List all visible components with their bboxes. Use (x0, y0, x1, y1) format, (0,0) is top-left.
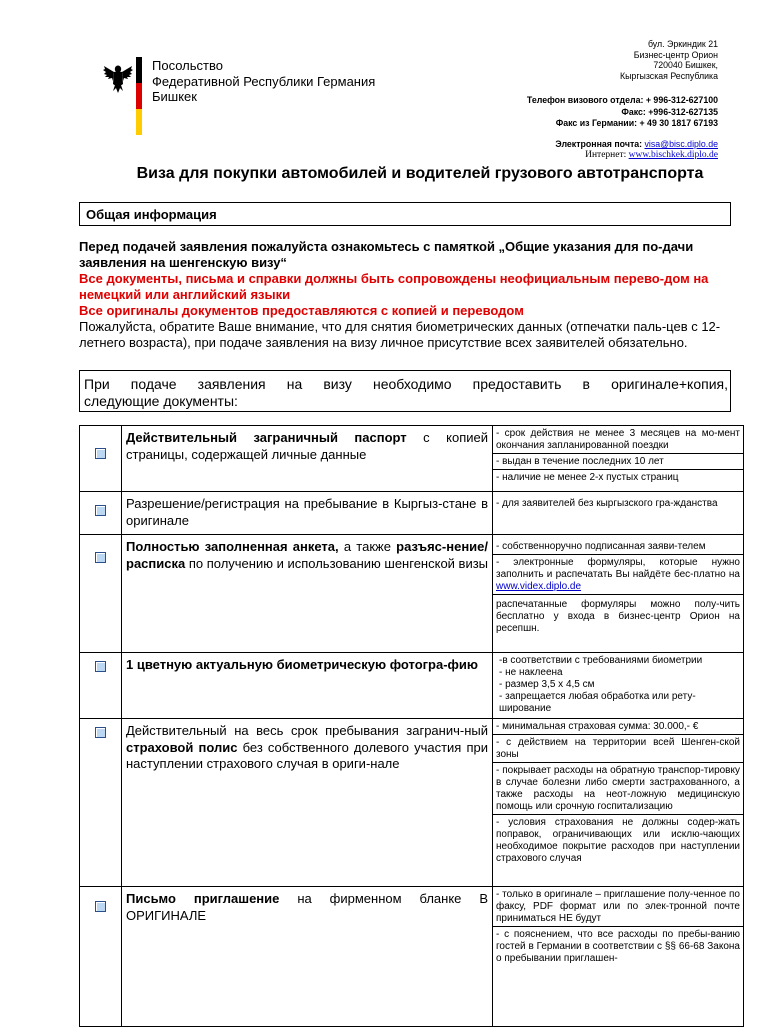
page-title: Виза для покупки автомобилей и водителей грузового автотранспорта (136, 165, 704, 182)
conditions-cell (493, 887, 744, 1027)
eagle-emblem-icon (103, 60, 133, 94)
condition-item: - покрывает расходы на обратную транспор-тировку в случае болезни либо смерти застрахованного, а также расходы на неот-ложную медицинскую помощь или срочную госпитализацию (493, 763, 743, 815)
checkbox[interactable] (95, 901, 106, 912)
table-row (80, 492, 744, 535)
condition-item: - выдан в течение последних 10 лет (493, 454, 743, 470)
table-row (80, 535, 744, 653)
embassy-line-2: Федеративной Республики Германия (152, 73, 376, 89)
condition-item: - наличие не менее 2-х пустых страниц (496, 472, 679, 483)
doc-text: на фирменном бланке В ОРИГИНАЛЕ (126, 891, 489, 923)
intro-originals-warning: Все оригиналы документов предоставляются с копией и переводом (79, 303, 524, 318)
doc-text: а также (338, 539, 397, 554)
videx-link[interactable]: www.videx.diplo.de (496, 581, 582, 592)
condition-item: - условия страхования не должны содер-жать поправок, ограничивающих или исклю-чающих необходимое покрытие расходов при наступлении страхового случая (496, 817, 740, 864)
checkbox[interactable] (95, 727, 106, 738)
condition-text: - электронные формуляры, которые нужно заполнить и распечатать Вы найдёте бес-платно на (496, 557, 740, 580)
document-cell (122, 887, 493, 1027)
conditions-cell (493, 492, 744, 535)
table-row (80, 887, 744, 1027)
doc-title: страховой полис (126, 739, 238, 755)
general-info-heading: Общая информация (86, 207, 217, 222)
condition-item (493, 555, 743, 595)
phone-line: Телефон визового отдела: + 996-312-627100 (526, 95, 718, 105)
doc-text: Действительный на весь срок пребывания загранич-ный (126, 723, 488, 738)
condition-item: - срок действия не менее 3 месяцев на мо-мент окончания запланированной поездки (493, 426, 743, 454)
email-label: Электронная почта: (555, 139, 645, 149)
doc-title: Полностью заполненная анкета, (126, 539, 339, 554)
checkbox[interactable] (95, 505, 106, 516)
email-line (430, 139, 718, 150)
requirements-line-2: следующие документы: (84, 393, 238, 409)
condition-item: - собственноручно подписанная заяви-телем (493, 535, 743, 555)
conditions-cell (493, 719, 744, 887)
condition-item: - с действием на территории всей Шенген-ской зоны (493, 735, 743, 763)
web-label: Интернет: (585, 150, 629, 160)
contact-block (430, 95, 718, 130)
intro-text (79, 239, 734, 351)
german-flag-bar (136, 57, 142, 135)
address-line: Кыргызская Республика (619, 70, 718, 81)
doc-text: с копией страницы, содержащей личные данные (126, 430, 488, 462)
checkbox[interactable] (95, 448, 106, 459)
embassy-line-3: Бишкек (152, 89, 197, 104)
doc-title: Действительный заграничный паспорт (126, 430, 407, 445)
condition-item: - размер 3,5 х 4,5 см (499, 679, 595, 690)
address-block (480, 39, 718, 81)
conditions-cell (493, 426, 744, 492)
requirements-line-1: При подаче заявления на визу необходимо предоставить в оригинале+копия, (84, 376, 728, 392)
table-row (80, 653, 744, 719)
address-line: бул. Эркиндик 21 (647, 39, 718, 49)
embassy-name (152, 58, 375, 105)
documents-table (79, 425, 744, 1027)
document-cell (122, 426, 493, 492)
condition-item: - для заявителей без кыргызского гра-жданства (496, 498, 718, 509)
doc-text: без собственного долевого участия при наступлении страхового случая в ориги-нале (126, 739, 488, 771)
address-line: Бизнес-центр Орион (633, 49, 718, 60)
conditions-cell (493, 653, 744, 719)
condition-item: распечатанные формуляры можно полу-чить бесплатно у входа в бизнес-центр Орион на ресепшн. (496, 599, 740, 634)
condition-item: - с пояснением, что все расходы по пребы-ванию гостей в Германии в соответствии с §§ 66-68 Закона о пребывании приглашен- (496, 929, 740, 964)
doc-text: Разрешение/регистрация на пребывание в Кыргыз-стане в оригинале (126, 496, 488, 528)
table-row (80, 426, 744, 492)
checkbox[interactable] (95, 552, 106, 563)
condition-item: -в соответствии с требованиями биометрии (499, 655, 703, 666)
doc-text: по получению и использованию шенгенской визы (185, 555, 489, 571)
checkbox[interactable] (95, 661, 106, 672)
general-info-box (79, 202, 731, 226)
doc-title: 1 цветную актуальную биометрическую фотогра-фию (126, 657, 479, 672)
address-line: 720040 Бишкек, (653, 60, 718, 71)
web-link[interactable]: www.bischkek.diplo.de (628, 150, 718, 160)
condition-item: - минимальная страховая сумма: 30.000,- € (493, 719, 743, 735)
conditions-cell (493, 535, 744, 653)
fax-germany-line: Факс из Германии: + 49 30 1817 67193 (555, 118, 718, 128)
table-row (80, 719, 744, 887)
document-cell (122, 653, 493, 719)
doc-title: Письмо приглашение (126, 891, 280, 906)
requirements-box (79, 370, 731, 412)
condition-item: - не наклеена (499, 667, 563, 678)
doc-title-2: разъяс-нение/расписка (126, 539, 489, 571)
condition-item: - запрещается любая обработка или рету-ширование (499, 691, 696, 714)
embassy-line-1: Посольство (152, 58, 223, 73)
document-cell (122, 535, 493, 653)
fax-line: Факс: +996-312-627135 (621, 106, 718, 117)
intro-translation-warning: Все документы, письма и справки должны быть сопровождены неофициальным перево-дом на немецкий или английский языки (79, 271, 709, 302)
document-cell (122, 719, 493, 887)
web-line (430, 150, 718, 161)
intro-notice: Перед подачей заявления пожалуйста ознакомьтесь с памяткой „Общие указания для по-дачи заявления на шенгенскую визу“ (79, 239, 694, 270)
condition-item: - только в оригинале – приглашение полу-ченное по факсу, PDF формат или по элек-тронной почте приниматься НЕ будут (493, 887, 743, 927)
document-cell (122, 492, 493, 535)
intro-biometrics-note: Пожалуйста, обратите Ваше внимание, что для снятия биометрических данных (отпечатки паль-цев с 12-летнего возраста), при подаче заявления на визу личное присутствие всех заявителей обязательно. (79, 319, 721, 350)
email-link[interactable]: visa@bisc.diplo.de (644, 139, 718, 149)
